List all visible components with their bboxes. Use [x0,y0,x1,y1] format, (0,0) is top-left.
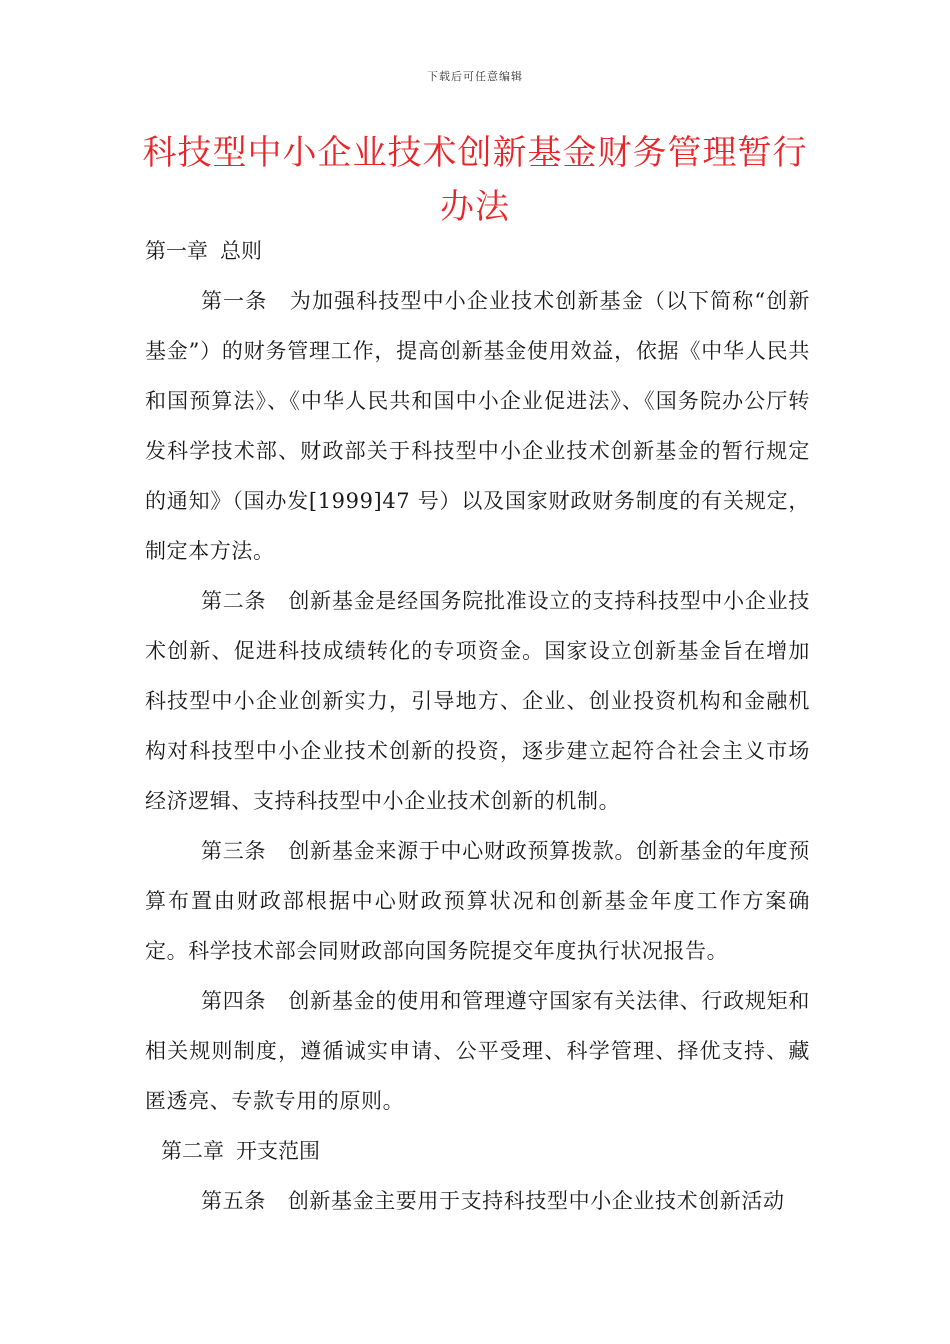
article-1 [145,276,810,576]
chapter-number: 第二章 [161,1139,224,1163]
chapter-heading-1 [145,226,810,276]
article-5 [145,1176,810,1226]
article-3 [145,826,810,976]
chapter-name: 开支范围 [236,1139,320,1163]
article-text: 为加强科技型中小企业技术创新基金（以下简称“创新基金”）的财务管理工作，提高创新基金使用效益，依据《中华人民共和国预算法》、《中华人民共和国中小企业促进法》、《国务院办公厅转发科学技术部、财政部关于科技型中小企业技术创新基金的暂行规定的通知》（国办发[1999]47 号）以及国家财政财务制度的有关规定，制定本方法。 [145,289,810,563]
header-note: 下载后可任意编辑 [427,70,523,83]
document-body [145,226,810,1226]
chapter-number: 第一章 [145,239,208,263]
article-number: 第五条 [201,1189,266,1213]
article-number: 第四条 [201,989,267,1013]
article-text: 创新基金主要用于支持科技型中小企业技术创新活动 [287,1189,785,1213]
chapter-name: 总则 [220,239,262,263]
article-number: 第三条 [201,839,267,863]
article-text: 创新基金的使用和管理遵守国家有关法律、行政规矩和相关规则制度，遵循诚实申请、公平受理、科学管理、择优支持、藏匿透亮、专款专用的原则。 [145,989,810,1113]
article-4 [145,976,810,1126]
article-2 [145,576,810,826]
chapter-heading-2 [145,1126,810,1176]
article-text: 创新基金是经国务院批准设立的支持科技型中小企业技术创新、促进科技成绩转化的专项资金。国家设立创新基金旨在增加科技型中小企业创新实力，引导地方、企业、创业投资机构和金融机构对科技型中小企业技术创新的投资，逐步建立起符合社会主义市场经济逻辑、支持科技型中小企业技术创新的机制。 [145,589,810,813]
article-text: 创新基金来源于中心财政预算拨款。创新基金的年度预算布置由财政部根据中心财政预算状况和创新基金年度工作方案确定。科学技术部会同财政部向国务院提交年度执行状况报告。 [145,839,810,963]
document-title: 科技型中小企业技术创新基金财务管理暂行办法 [142,133,808,227]
article-number: 第一条 [201,289,268,313]
article-number: 第二条 [201,589,267,613]
